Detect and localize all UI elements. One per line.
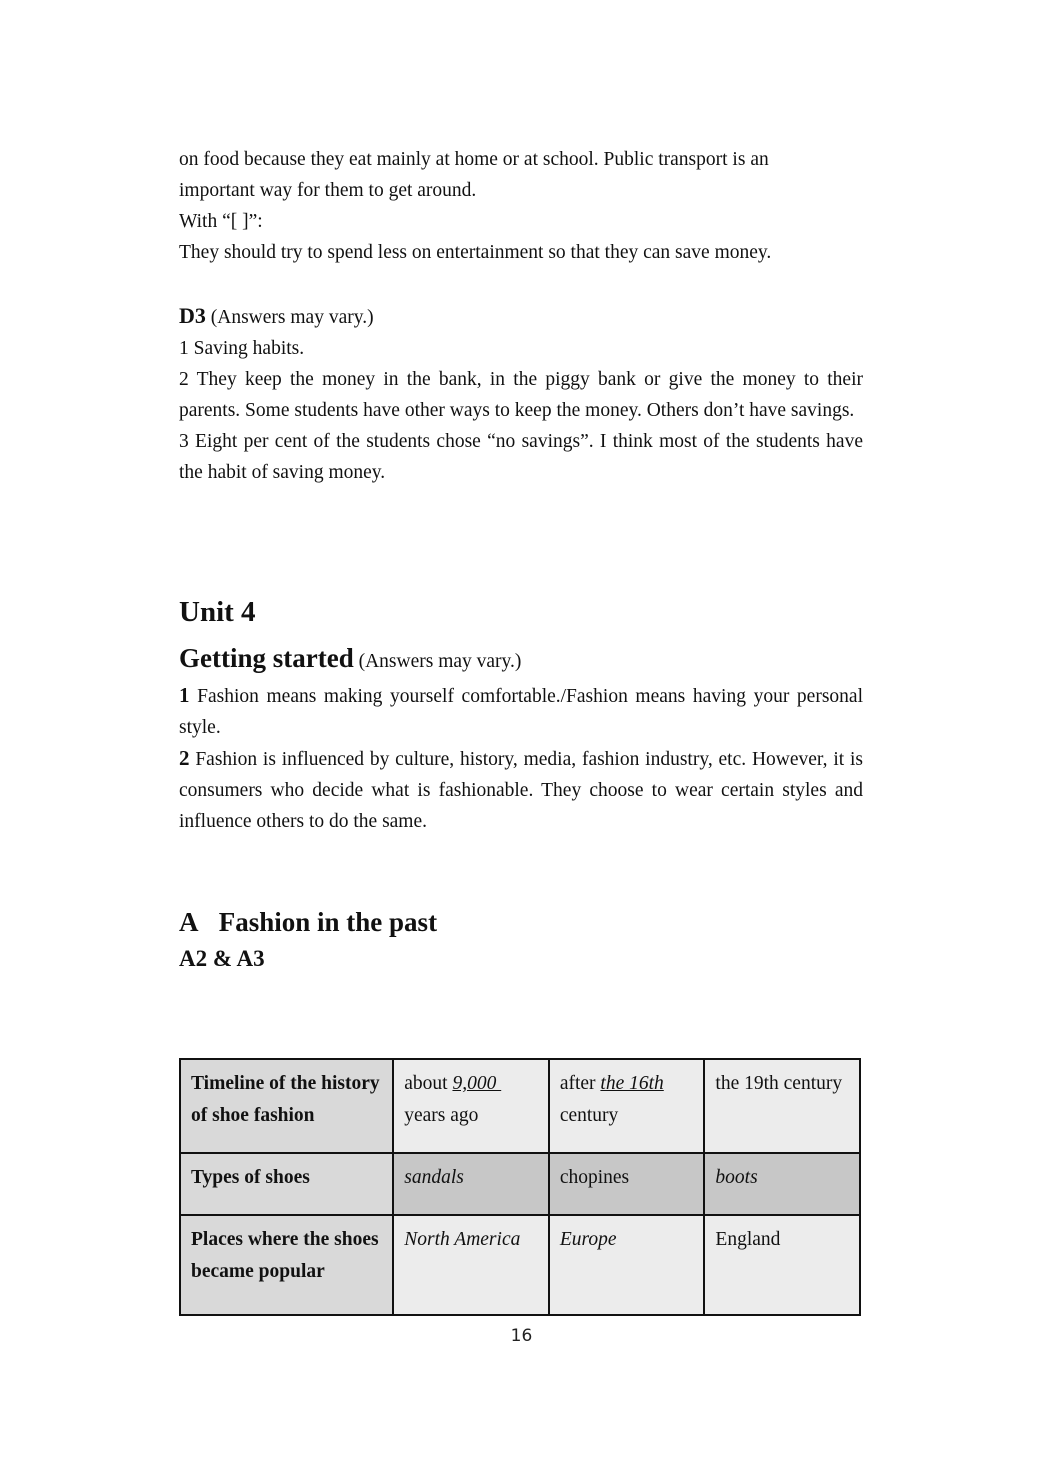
d3-note: (Answers may vary.): [205, 307, 374, 328]
table-cell: [704, 1059, 860, 1153]
cell-prefix: after: [559, 1073, 601, 1094]
table-row: [180, 1215, 860, 1315]
d3-label: D3: [179, 303, 206, 328]
intro-line-1: on food because they eat mainly at home or at school. Public transport is an: [179, 149, 769, 170]
item-text: Fashion means making yourself comfortable./Fashion means having your personal style.: [179, 686, 863, 738]
cell-suffix: century: [559, 1105, 619, 1126]
document-page: [179, 144, 863, 977]
getting-started-heading: [179, 640, 863, 680]
table-cell: Europe: [549, 1215, 705, 1315]
row-header: Timeline of the history of shoe fashion: [180, 1059, 393, 1153]
shoe-fashion-table: [179, 1058, 861, 1316]
with-text: They should try to spend less on entertainment so that they can save money.: [179, 242, 772, 263]
getting-started-item-1: [179, 680, 863, 743]
d3-item-2: 2 They keep the money in the bank, in the piggy bank or give the money to their parents. Some students have other ways to keep the money. Others don’t have savings.: [179, 369, 863, 421]
item-number: 1: [179, 683, 190, 707]
table-cell: England: [704, 1215, 860, 1315]
table-cell: chopines: [549, 1153, 705, 1215]
intro-line-2: important way for them to get around.: [179, 180, 477, 201]
getting-started-note: (Answers may vary.): [353, 651, 522, 672]
item-text: Fashion is influenced by culture, history, media, fashion industry, etc. However, it is consumers who decide what is fashionable. They choose to wear certain styles and influence others to do the same.: [179, 749, 863, 832]
unit-title: Unit 4: [179, 596, 256, 628]
table-cell: North America: [393, 1215, 549, 1315]
getting-started-item-2: [179, 743, 863, 837]
cell-text: the 19th century: [715, 1073, 843, 1094]
with-label: With “[ ]”:: [179, 211, 263, 232]
d3-heading: [179, 300, 863, 333]
table-cell: [549, 1059, 705, 1153]
cell-answer: the 16th: [600, 1073, 664, 1094]
section-a-subtitle: A2 & A3: [179, 946, 265, 971]
cell-answer: 9,000: [452, 1073, 502, 1094]
table-row: [180, 1059, 860, 1153]
cell-suffix: years ago: [404, 1105, 479, 1126]
table-cell: [393, 1059, 549, 1153]
d3-item-3: 3 Eight per cent of the students chose “no savings”. I think most of the students have the habit of saving money.: [179, 431, 863, 483]
section-a-title: A Fashion in the past: [179, 907, 438, 937]
table-cell: sandals: [393, 1153, 549, 1215]
d3-item-1: 1 Saving habits.: [179, 338, 305, 359]
getting-started-title: Getting started: [179, 643, 354, 673]
intro-paragraph: [179, 144, 863, 206]
page-number: 16: [510, 1326, 533, 1346]
item-number: 2: [179, 746, 190, 770]
table-cell: boots: [704, 1153, 860, 1215]
cell-prefix: about: [404, 1073, 453, 1094]
table-row: [180, 1153, 860, 1215]
row-header: Places where the shoes became popular: [180, 1215, 393, 1315]
row-header: Types of shoes: [180, 1153, 393, 1215]
